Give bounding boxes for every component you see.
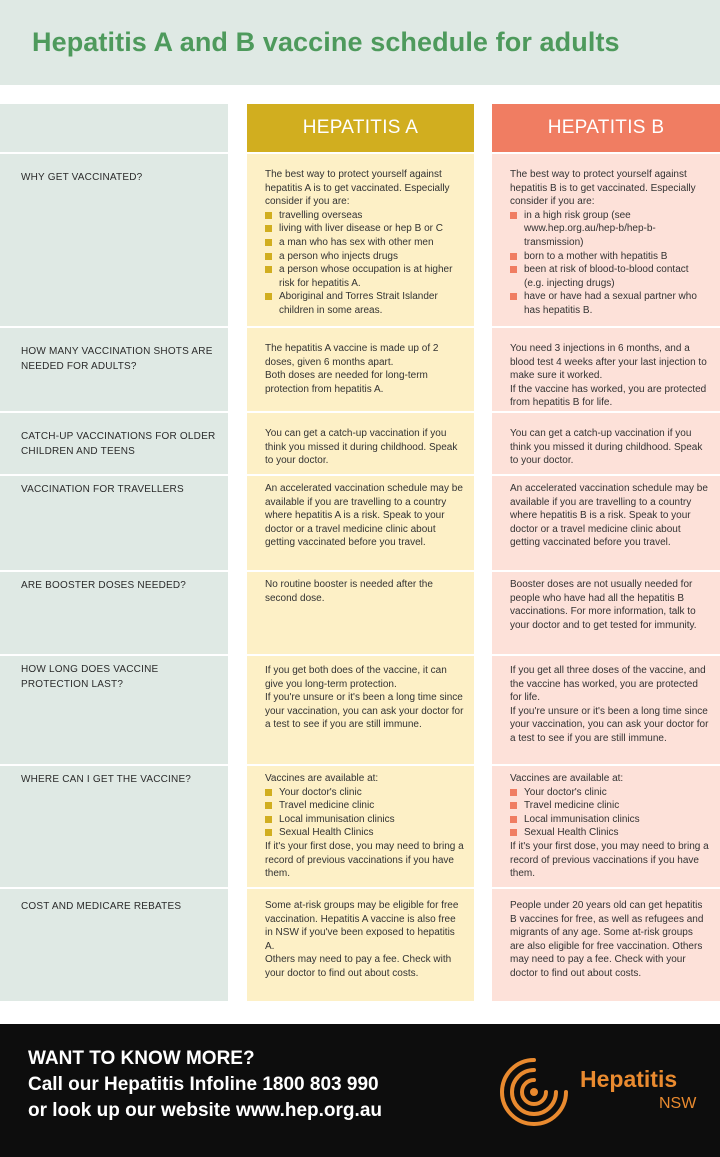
row-question: WHERE CAN I GET THE VACCINE?	[0, 766, 228, 887]
logo-name: Hepatitis	[580, 1066, 678, 1092]
bullet-list	[265, 786, 464, 840]
cell-intro: The best way to protect yourself against hepatitis B is to get vaccinated. Especially consider if you are:	[510, 169, 696, 208]
hep-a-cell	[247, 572, 474, 654]
cell-outro: If it's your first dose, you may need to bring a record of previous vaccinations if you have them.	[265, 840, 464, 880]
list-item: travelling overseas	[265, 209, 464, 223]
list-item: born to a mother with hepatitis B	[510, 250, 710, 264]
list-item: Local immunisation clinics	[510, 813, 710, 827]
hepatitis-nsw-swirl-icon	[494, 1052, 574, 1132]
hep-a-cell	[247, 766, 474, 887]
list-item: in a high risk group (see www.hep.org.au/hep-b/hep-b-transmission)	[510, 209, 710, 250]
footer-website: or look up our website www.hep.org.au	[28, 1100, 382, 1121]
row-question: ARE BOOSTER DOSES NEEDED?	[0, 572, 228, 654]
cell-paragraph: Some at-risk groups may be eligible for free vaccination. Hepatitis A vaccine is also free in NSW if you've been exposed to hepatitis A.	[265, 900, 459, 952]
cell-paragraph: If you get all three doses of the vaccine, and the vaccine has worked, you are protected for life.	[510, 665, 706, 704]
list-item: a man who has sex with other men	[265, 236, 464, 250]
table-row-booster	[0, 570, 720, 654]
list-item: have or have had a sexual partner who has hepatitis B.	[510, 290, 710, 317]
hep-b-cell	[492, 656, 720, 764]
cell-intro: Vaccines are available at:	[510, 773, 624, 784]
list-item: Your doctor's clinic	[265, 786, 464, 800]
hep-b-cell	[492, 766, 720, 887]
cell-paragraph: Others may need to pay a fee. Check with your doctor to find out about costs.	[265, 954, 452, 979]
hep-b-cell	[492, 889, 720, 1001]
footer-infoline: Call our Hepatitis Infoline 1800 803 990	[28, 1074, 379, 1095]
bullet-list	[510, 209, 710, 318]
hep-a-cell	[247, 656, 474, 764]
cell-paragraph: You can get a catch-up vaccination if you think you missed it during childhood. Speak to your doctor.	[265, 428, 458, 467]
table-row-why-vaccinated	[0, 152, 720, 326]
hep-a-cell	[247, 476, 474, 570]
table-row-where-to-get	[0, 764, 720, 887]
row-question: HOW MANY VACCINATION SHOTS ARE NEEDED FOR ADULTS?	[0, 328, 228, 411]
list-item: Travel medicine clinic	[265, 799, 464, 813]
cell-paragraph: People under 20 years old can get hepatitis B vaccines for free, as well as refugees and migrants of any age. Some at-risk groups are also eligible for free vaccination. Others may need to pay a fee. Check with your doctor to find out about costs.	[510, 900, 704, 979]
cell-paragraph: An accelerated vaccination schedule may be available if you are travelling to a country where hepatitis A is a risk. Speak to your doctor or a travel medicine clinic about getting vaccinated before you travel.	[265, 483, 463, 549]
row-question: COST AND MEDICARE REBATES	[0, 889, 228, 1001]
footer	[0, 1024, 720, 1157]
list-item: a person whose occupation is at higher risk for hepatitis A.	[265, 263, 464, 290]
list-item: Sexual Health Clinics	[265, 826, 464, 840]
row-question: CATCH-UP VACCINATIONS FOR OLDER CHILDREN AND TEENS	[0, 413, 228, 474]
list-item: living with liver disease or hep B or C	[265, 222, 464, 236]
cell-intro: The best way to protect yourself against hepatitis A is to get vaccinated. Especially consider if you are:	[265, 169, 450, 208]
hep-b-cell	[492, 413, 720, 474]
row-question: VACCINATION FOR TRAVELLERS	[0, 476, 228, 570]
column-header-hepatitis-b: HEPATITIS B	[492, 104, 720, 152]
cell-outro: If it's your first dose, you may need to bring a record of previous vaccinations if you have them.	[510, 840, 709, 880]
column-header-hepatitis-a: HEPATITIS A	[247, 104, 474, 152]
list-item: Local immunisation clinics	[265, 813, 464, 827]
cell-paragraph: If the vaccine has worked, you are protected from hepatitis B for life.	[510, 383, 707, 409]
cell-paragraph: The hepatitis A vaccine is made up of 2 doses, given 6 months apart.	[265, 343, 439, 368]
cell-paragraph: If you're unsure or it's been a long time since your vaccination, you can ask your doctor for a test to see if you are still immune.	[265, 692, 464, 731]
list-item: a person who injects drugs	[265, 250, 464, 264]
row-question: WHY GET VACCINATED?	[0, 154, 228, 326]
footer-heading: WANT TO KNOW MORE?	[28, 1048, 255, 1069]
table-row-catch-up	[0, 411, 720, 474]
hep-b-cell	[492, 328, 720, 411]
bullet-list	[265, 209, 464, 318]
header-spacer	[0, 104, 228, 152]
table-row-cost	[0, 887, 720, 1001]
hep-a-cell	[247, 154, 474, 326]
list-item: Aboriginal and Torres Strait Islander children in some areas.	[265, 290, 464, 317]
list-item: been at risk of blood-to-blood contact (e.g. injecting drugs)	[510, 263, 710, 290]
bullet-list	[510, 786, 710, 840]
table-row-travellers	[0, 474, 720, 570]
row-question: HOW LONG DOES VACCINE PROTECTION LAST?	[0, 656, 228, 764]
cell-paragraph: Both doses are needed for long-term protection from hepatitis A.	[265, 370, 428, 395]
list-item: Sexual Health Clinics	[510, 826, 710, 840]
footer-text	[28, 1046, 382, 1124]
table-header-row	[0, 104, 720, 152]
cell-paragraph: If you're unsure or it's been a long time since your vaccination, you can ask your doctor for a test to see if you are still immune.	[510, 705, 709, 744]
page-title: Hepatitis A and B vaccine schedule for adults	[32, 27, 620, 57]
cell-paragraph: You need 3 injections in 6 months, and a blood test 4 weeks after your last injection to make sure it worked.	[510, 343, 707, 382]
hep-b-cell	[492, 154, 720, 326]
vaccine-schedule-table	[0, 104, 720, 1001]
logo-sub: NSW	[659, 1095, 697, 1112]
title-bar	[0, 0, 720, 85]
cell-paragraph: No routine booster is needed after the second dose.	[265, 579, 433, 604]
list-item: Travel medicine clinic	[510, 799, 710, 813]
table-row-how-many-shots	[0, 326, 720, 411]
cell-paragraph: If you get both does of the vaccine, it can give you long-term protection.	[265, 665, 447, 690]
table-row-protection-length	[0, 654, 720, 764]
cell-intro: Vaccines are available at:	[265, 773, 379, 784]
hep-a-cell	[247, 413, 474, 474]
hepatitis-nsw-logo	[494, 1052, 697, 1132]
cell-paragraph: An accelerated vaccination schedule may be available if you are travelling to a country where hepatitis B is a risk. Speak to your doctor or a travel medicine clinic about getting vaccinated before you travel.	[510, 483, 708, 549]
hep-b-cell	[492, 476, 720, 570]
list-item: Your doctor's clinic	[510, 786, 710, 800]
cell-paragraph: You can get a catch-up vaccination if you think you missed it during childhood. Speak to your doctor.	[510, 428, 703, 467]
hep-a-cell	[247, 328, 474, 411]
hep-b-cell	[492, 572, 720, 654]
hep-a-cell	[247, 889, 474, 1001]
cell-paragraph: Booster doses are not usually needed for people who have had all the hepatitis B vaccinations. For more information, talk to your doctor and to get tested for immunity.	[510, 579, 697, 631]
